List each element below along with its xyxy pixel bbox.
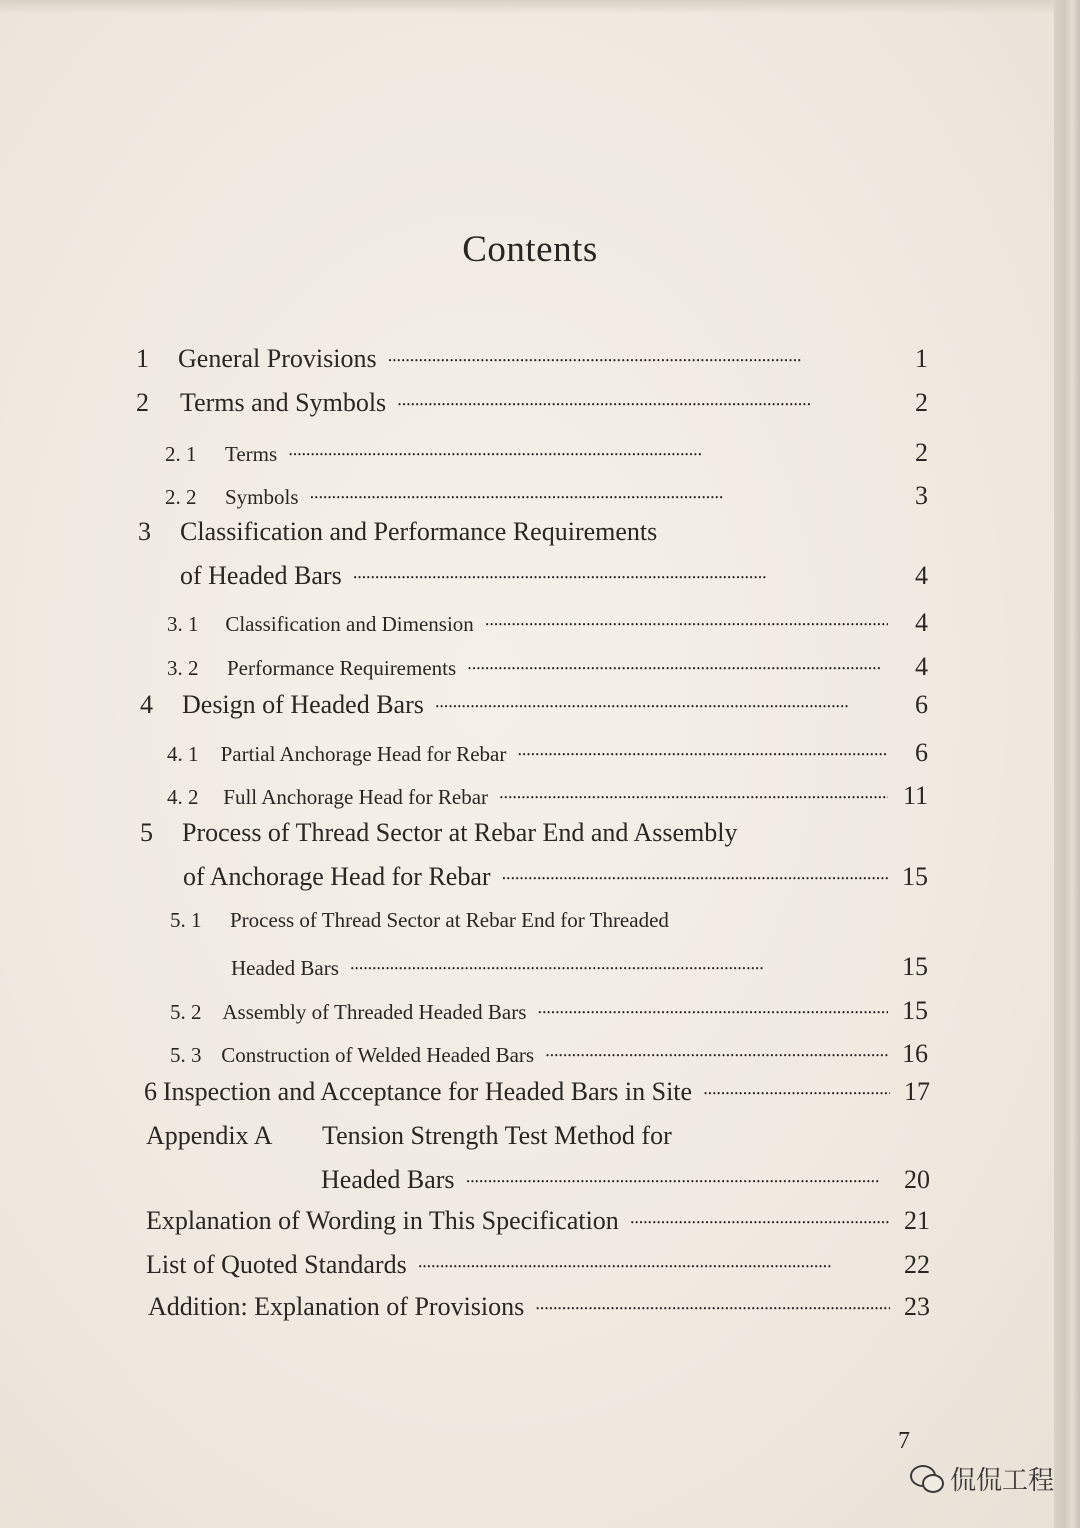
toc-entry-title: Terms and Symbols [180,388,387,417]
toc-entry [165,481,928,511]
toc-entry-number: 5. 3 [170,1043,202,1067]
toc-entry-number: 4. 2 [167,785,199,809]
toc-entry-number: 5 [140,818,153,847]
toc-entry-title: List of Quoted Standards [146,1250,407,1279]
toc-entry-title-cont: Headed Bars [321,1165,455,1194]
toc-entry-title: Assembly of Threaded Headed Bars [222,1000,527,1024]
toc-entry-title: Full Anchorage Head for Rebar [223,785,489,809]
toc-entry-page: 1 [915,344,928,373]
toc-entry-title: Addition: Explanation of Provisions [148,1292,525,1321]
toc-entry-number: 2. 1 [165,442,197,466]
toc-entry [136,388,928,418]
toc-entry-page: 2 [915,388,928,417]
toc-leader-dots [398,388,888,418]
page-top-shadow [0,0,1080,14]
toc-entry-number: 6 [144,1077,157,1106]
toc-entry-title-cont: of Anchorage Head for Rebar [183,862,491,891]
toc-entry [148,1292,930,1322]
toc-entry-title: Process of Thread Sector at Rebar End for Threaded [230,908,669,932]
toc-entry-page: 17 [904,1077,930,1106]
toc-entry-page: 4 [915,652,928,681]
toc-entry [144,1077,930,1107]
toc-entry [140,818,928,848]
toc-leader-dots [419,1250,890,1280]
toc-entry-number: 2. 2 [165,485,197,509]
toc-entry-title: Classification and Dimension [225,612,474,636]
toc-entry-title: Explanation of Wording in This Specification [146,1206,619,1235]
toc-entry-page: 3 [915,481,928,510]
toc-entry-page: 20 [904,1165,930,1194]
toc-leader-dots [436,690,888,720]
toc-entry-title: Tension Strength Test Method for [322,1121,672,1150]
wechat-icon [910,1465,944,1493]
toc-entry [170,1039,928,1069]
toc-entry [146,1121,930,1151]
toc-entry-title: Performance Requirements [227,656,457,680]
toc-leader-dots [389,344,888,374]
toc-leader-dots [467,1165,890,1195]
toc-entry-title: Terms [225,442,278,466]
toc-entry-title: Partial Anchorage Head for Rebar [220,742,507,766]
toc-leader-dots [354,561,888,591]
toc-entry-page: 6 [915,738,928,767]
toc-entry [140,690,928,720]
toc-entry-page: 22 [904,1250,930,1279]
toc-leader-dots [289,442,888,467]
toc-entry-number: 4 [140,690,153,719]
toc-leader-dots [311,485,888,510]
toc-entry-number: 1 [136,344,149,373]
toc-entry [146,1206,930,1236]
toc-entry-number: 2 [136,388,149,417]
page-number: 7 [898,1428,910,1454]
toc-entry-title: Symbols [225,485,299,509]
toc-entry [138,517,928,547]
toc-entry [167,738,928,768]
toc-entry-number: 3 [138,517,151,546]
toc-entry [170,908,928,933]
toc-entry-page: 4 [915,561,928,590]
toc-entry-continuation [180,561,928,591]
toc-entry-page: 6 [915,690,928,719]
toc-entry-title-cont: of Headed Bars [180,561,342,590]
toc-entry-page: 21 [904,1206,930,1235]
toc-entry-page: 2 [915,438,928,467]
toc-entry [146,1250,930,1280]
toc-entry-number: 3. 1 [167,612,199,636]
toc-entry-title: Inspection and Acceptance for Headed Bars in Site [162,1077,693,1106]
toc-leader-dots [486,612,888,637]
toc-entry-continuation [321,1165,930,1195]
toc-leader-dots [518,742,888,767]
watermark-text: 侃侃工程 [950,1466,1055,1496]
toc-entry-page: 23 [904,1292,930,1321]
toc-entry [136,344,928,374]
toc-entry-title: Design of Headed Bars [182,690,424,719]
toc-entry-title: Process of Thread Sector at Rebar End and Assembly [182,818,738,847]
toc-leader-dots [538,1000,888,1025]
toc-leader-dots [351,956,888,981]
toc-entry [167,608,928,638]
toc-leader-dots [704,1077,890,1107]
toc-entry-title: General Provisions [178,344,377,373]
toc-entry-page: 4 [915,608,928,637]
toc-entry-title: Classification and Performance Requirements [180,517,658,546]
toc-leader-dots [631,1206,890,1236]
toc-entry-number: 3. 2 [167,656,199,680]
toc-entry-page: 16 [902,1039,928,1068]
toc-leader-dots [500,785,888,810]
toc-entry-page: 15 [902,862,928,891]
toc-entry [167,652,928,682]
contents-title: Contents [462,229,598,270]
toc-entry-number: 5. 2 [170,1000,202,1024]
toc-entry-title: Construction of Welded Headed Bars [221,1043,535,1067]
toc-entry-number: Appendix A [146,1121,273,1150]
toc-entry-page: 15 [902,996,928,1025]
toc-entry-continuation [183,862,928,892]
watermark [910,1460,1054,1497]
toc-entry-continuation [231,952,928,982]
toc-entry [167,781,928,811]
toc-leader-dots [468,656,888,681]
toc-entry [170,996,928,1026]
toc-entry-page: 15 [902,952,928,981]
toc-entry-number: 4. 1 [167,742,199,766]
toc-leader-dots [546,1043,888,1068]
toc-leader-dots [536,1292,890,1322]
toc-entry-number: 5. 1 [170,908,202,932]
toc-entry-title-cont: Headed Bars [231,956,339,980]
toc-leader-dots [503,862,888,892]
toc-entry [165,438,928,468]
toc-entry-page: 11 [902,781,928,810]
